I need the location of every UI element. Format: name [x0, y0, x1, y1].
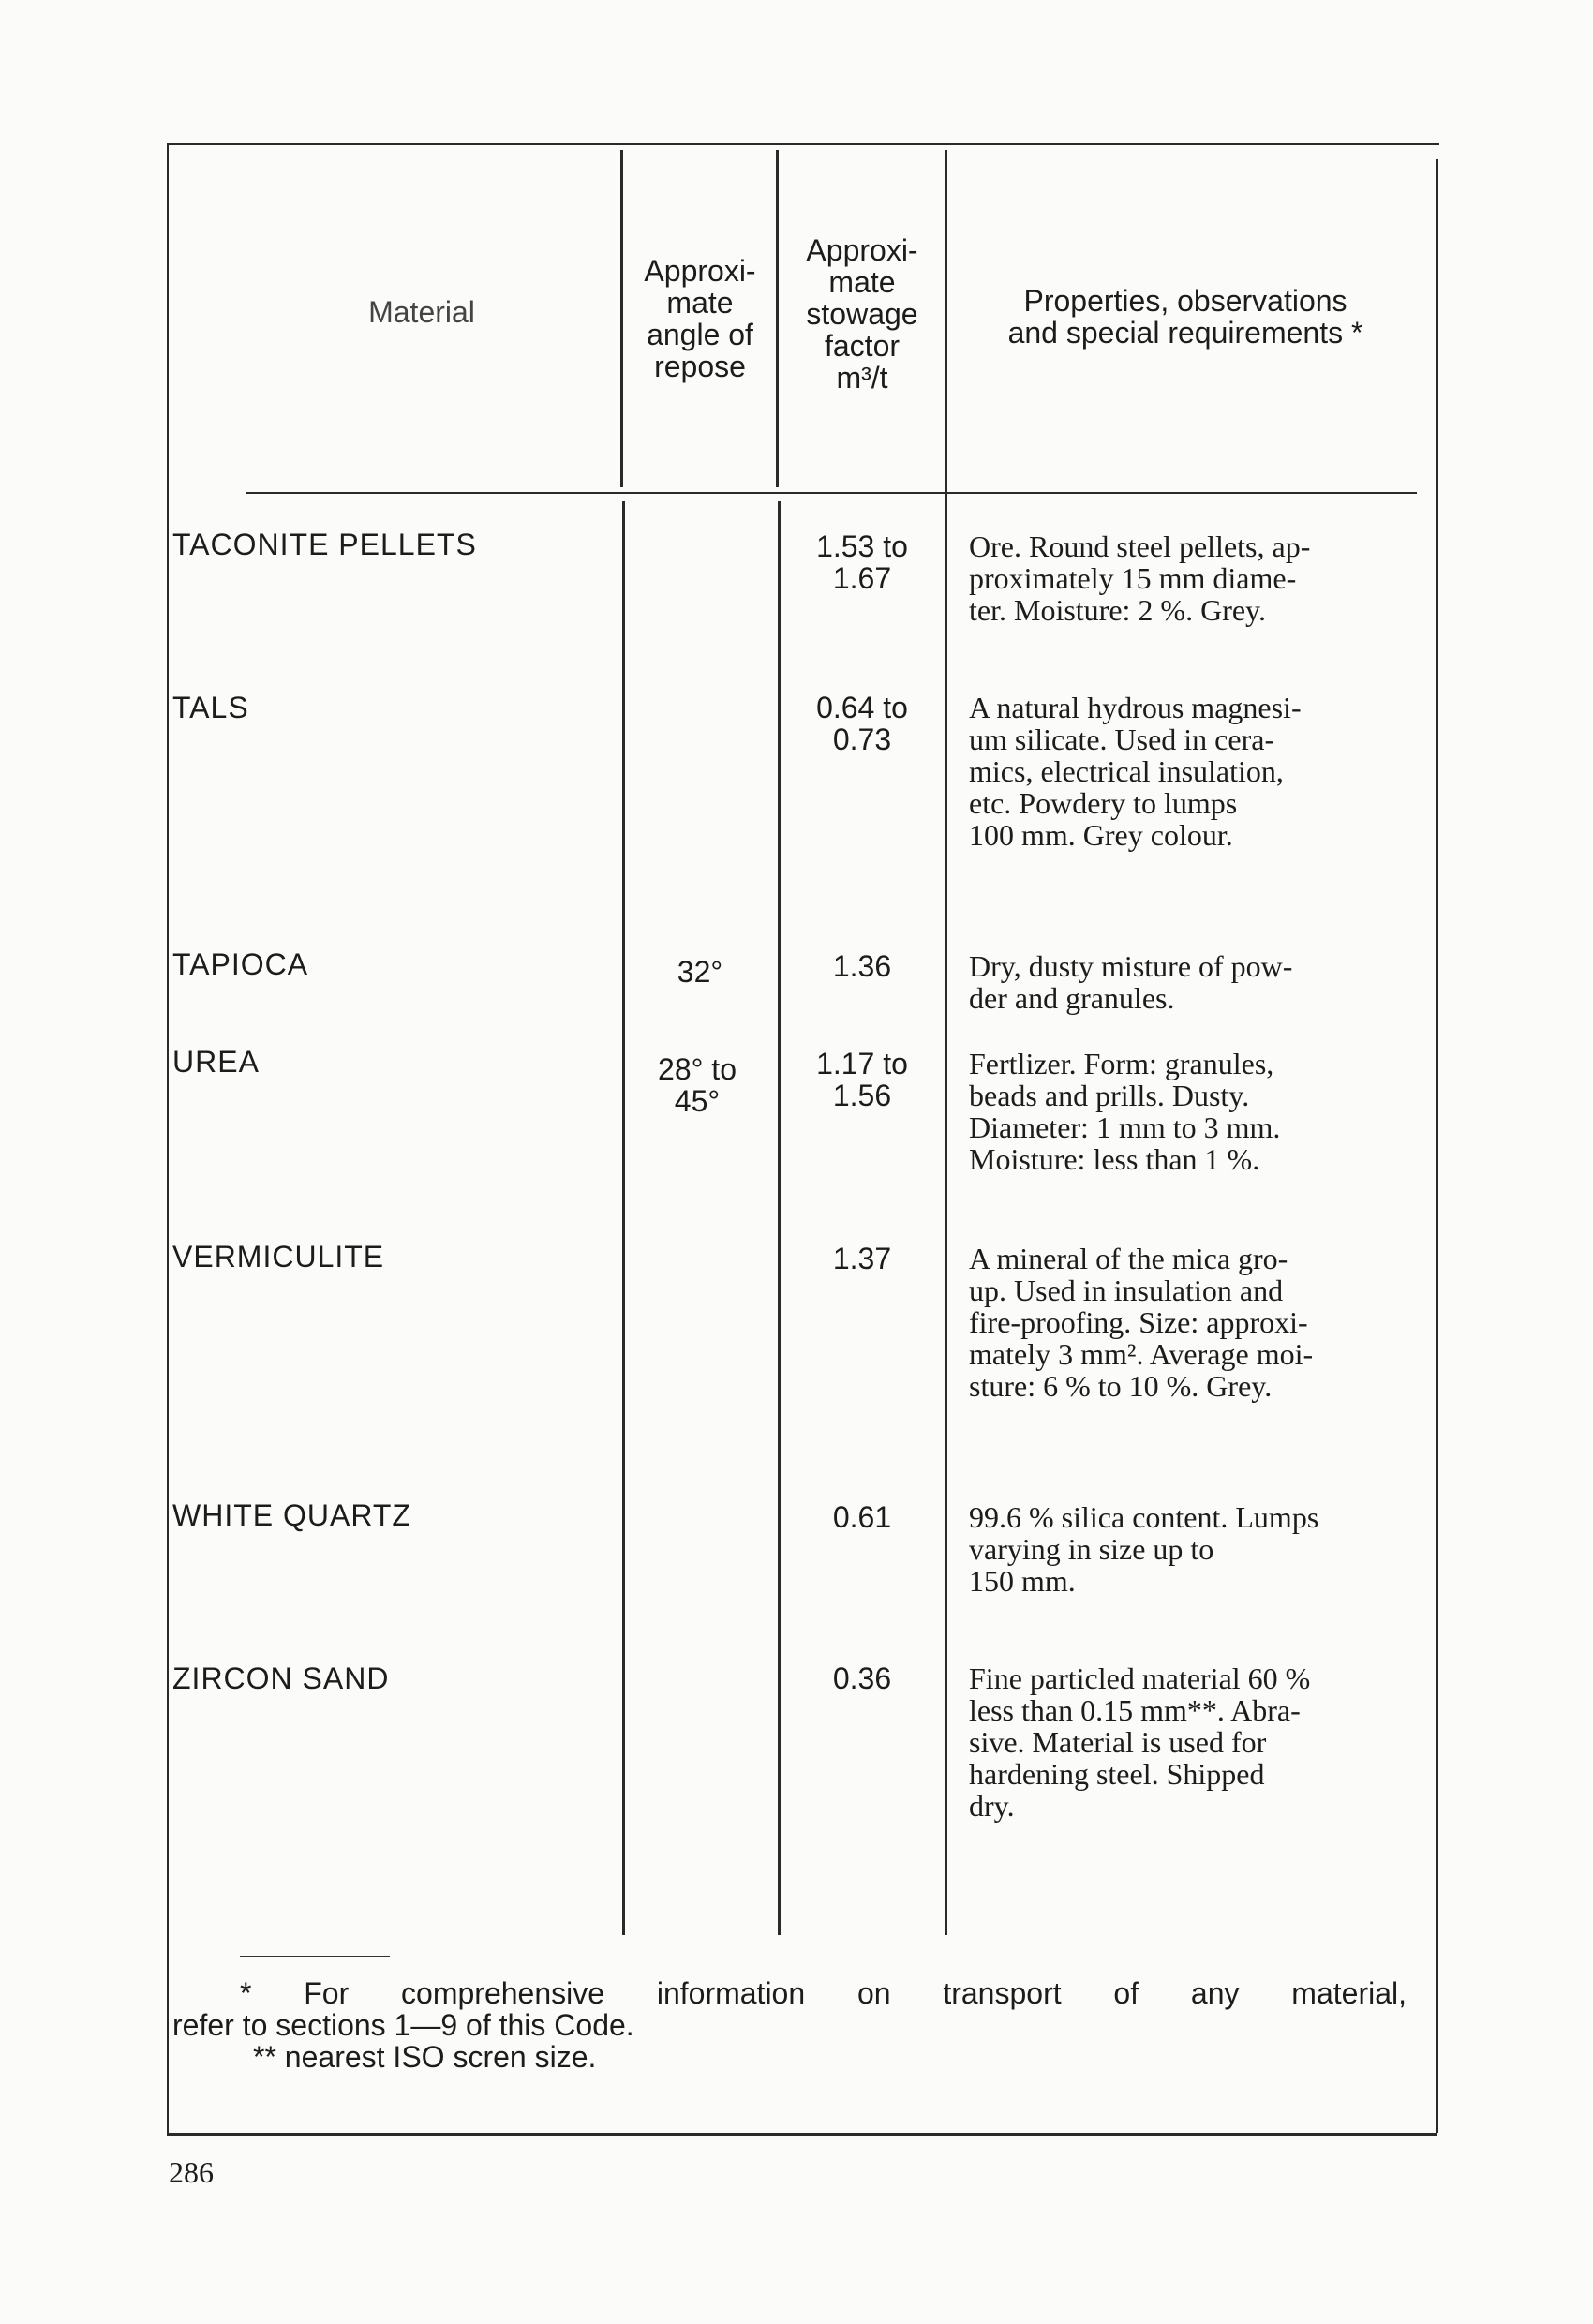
- column-rule-2: [778, 501, 781, 1935]
- stowage-factor: 1.36: [832, 949, 892, 983]
- material-name: TALS: [172, 691, 249, 724]
- material-properties: Fine particled material 60 % less than 0.15 mm**. Abra- sive. Material is used for hardening steel. Shipped dry.: [969, 1661, 1311, 1823]
- page-number: 286: [169, 2155, 214, 2189]
- header-separator: [246, 492, 1417, 494]
- angle-of-repose: 32°: [677, 955, 723, 989]
- material-name: UREA: [172, 1045, 260, 1079]
- material-properties: A mineral of the mica gro- up. Used in insulation and fire-proofing. Size: approxi- mately 3 mm². Average moi- sture: 6 % to 10 %. Grey.: [969, 1242, 1314, 1403]
- column-rule-1: [622, 501, 625, 1935]
- header-material: Material: [368, 295, 475, 329]
- angle-of-repose: 28° to 45°: [658, 1052, 737, 1118]
- header-properties: Properties, observations and special requirements *: [1007, 284, 1363, 350]
- stowage-factor: 1.37: [832, 1242, 892, 1275]
- material-properties: 99.6 % silica content. Lumps varying in size up to 150 mm.: [969, 1500, 1319, 1598]
- table-left-border: [167, 143, 169, 2134]
- column-rule-2: [776, 150, 779, 487]
- stowage-factor: 1.53 to 1.67: [816, 529, 908, 595]
- material-name: TACONITE PELLETS: [172, 528, 477, 561]
- material-properties: Dry, dusty misture of pow- der and granules.: [969, 949, 1293, 1015]
- header-stowage: Approxi- mate stowage factor m³/t: [806, 233, 918, 395]
- material-properties: Fertlizer. Form: granules, beads and prills. Dusty. Diameter: 1 mm to 3 mm. Moisture: less than 1 %.: [969, 1047, 1281, 1176]
- stowage-factor: 1.17 to 1.56: [816, 1047, 908, 1112]
- stowage-factor: 0.64 to 0.73: [816, 691, 908, 756]
- material-name: ZIRCON SAND: [172, 1661, 390, 1695]
- table-top-border: [167, 143, 1439, 145]
- table-right-border: [1436, 159, 1438, 2133]
- footnote-2: ** nearest ISO scren size.: [253, 2040, 597, 2074]
- material-properties: A natural hydrous magnesi- um silicate. Used in cera- mics, electrical insulation, etc. Powdery to lumps 100 mm. Grey colour.: [969, 691, 1302, 852]
- material-name: VERMICULITE: [172, 1240, 385, 1274]
- material-properties: Ore. Round steel pellets, ap- proximately 15 mm diame- ter. Moisture: 2 %. Grey.: [969, 529, 1311, 627]
- table-bottom-border: [167, 2133, 1437, 2136]
- header-angle: Approxi- mate angle of repose: [644, 254, 756, 383]
- material-name: TAPIOCA: [172, 947, 309, 981]
- column-rule-1: [620, 150, 623, 487]
- stowage-factor: 0.36: [832, 1661, 892, 1695]
- footnote-1-continued: refer to sections 1—9 of this Code.: [172, 2008, 634, 2042]
- stowage-factor: 0.61: [832, 1500, 892, 1534]
- column-rule-3: [945, 150, 947, 1935]
- footnote-rule: [240, 1956, 390, 1957]
- material-name: WHITE QUARTZ: [172, 1498, 411, 1532]
- footnote-1: * For comprehensive information on transport of any material,: [240, 1976, 1407, 2010]
